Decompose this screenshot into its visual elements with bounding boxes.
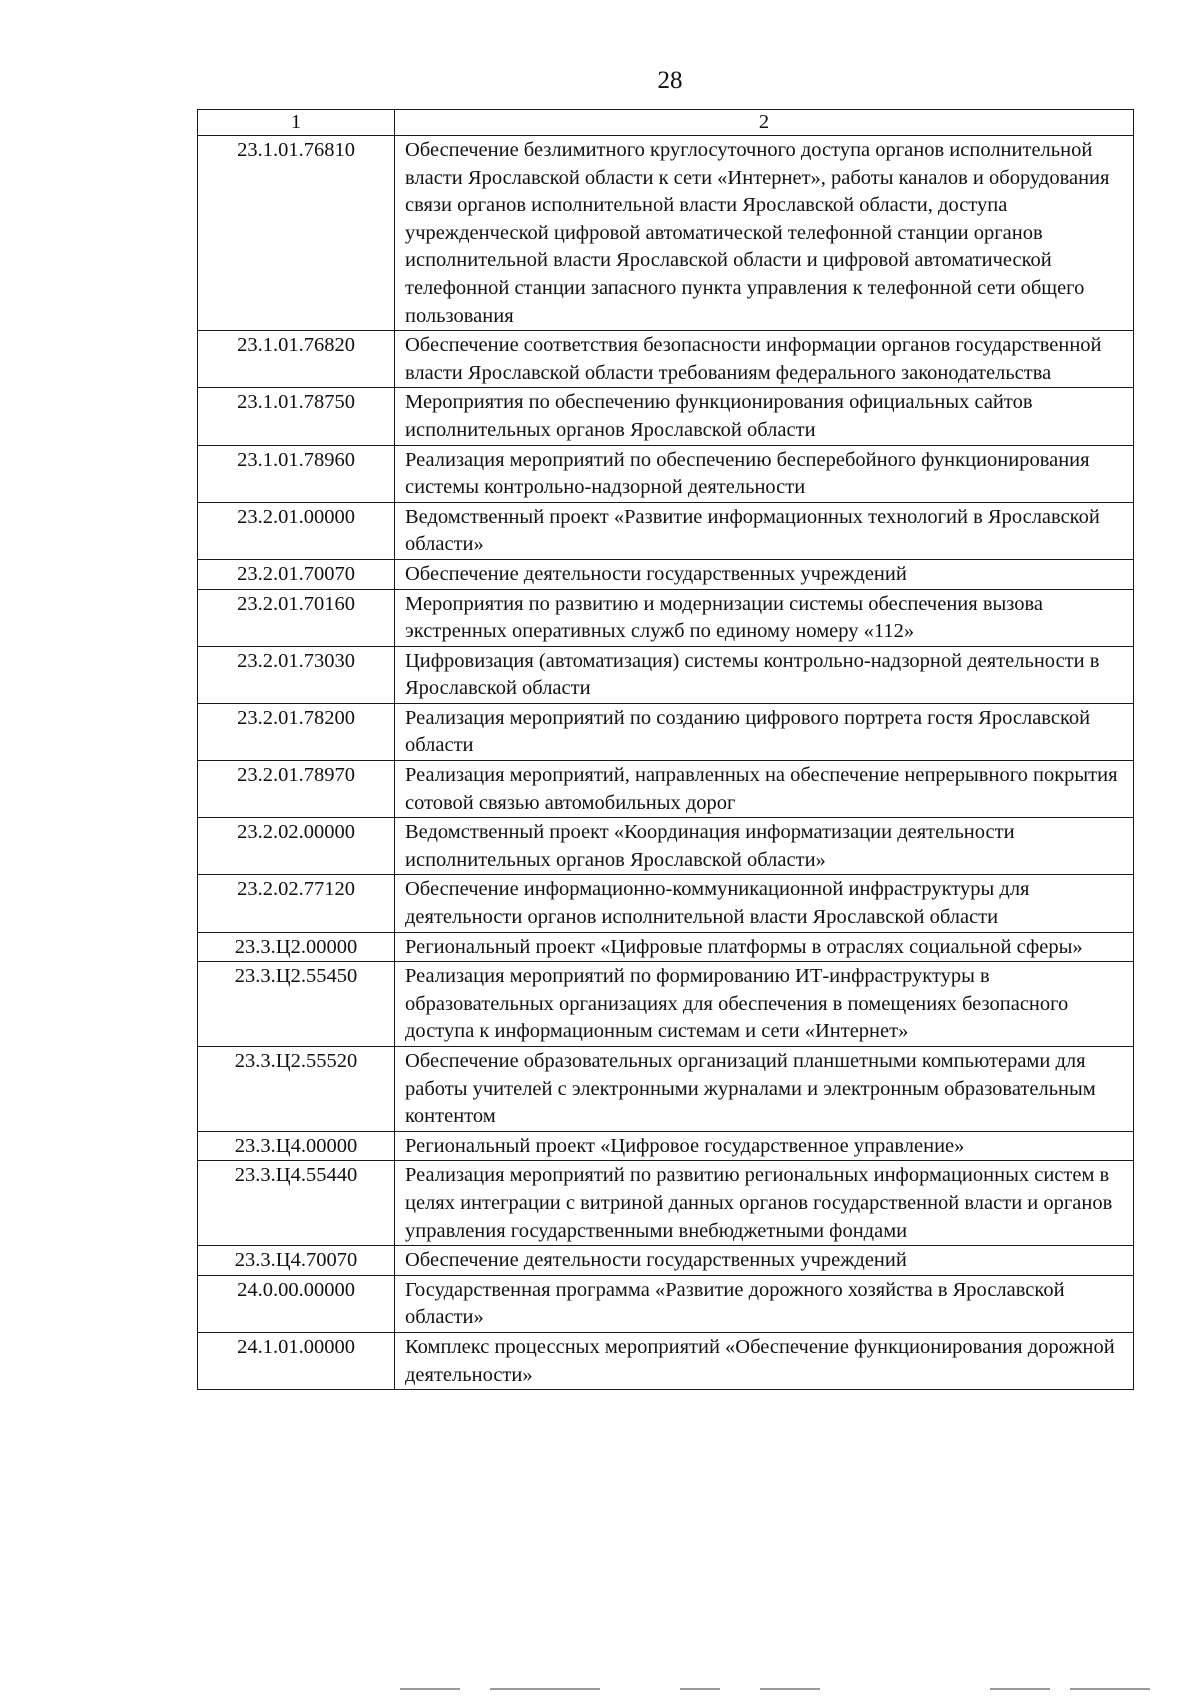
description-cell: Ведомственный проект «Развитие информационных технологий в Ярославской области» [395, 502, 1134, 559]
table-row [198, 331, 1134, 388]
description-cell: Обеспечение деятельности государственных учреждений [395, 1246, 1134, 1276]
classification-code-cell: 23.2.02.77120 [198, 875, 395, 932]
description-cell: Реализация мероприятий, направленных на обеспечение непрерывного покрытия сотовой связью автомобильных дорог [395, 761, 1134, 818]
description-cell: Ведомственный проект «Координация информатизации деятельности исполнительных органов Ярославской области» [395, 818, 1134, 875]
classification-code-cell: 23.2.01.70160 [198, 589, 395, 646]
table-row [198, 136, 1134, 331]
classification-code-cell: 23.3.Ц4.70070 [198, 1246, 395, 1276]
table-header-row [198, 110, 1134, 136]
scan-artifact [680, 1688, 720, 1690]
description-cell: Цифровизация (автоматизация) системы контрольно-надзорной деятельности в Ярославской области [395, 646, 1134, 703]
classification-code-cell: 24.1.01.00000 [198, 1332, 395, 1389]
description-cell: Реализация мероприятий по развитию региональных информационных систем в целях интеграции с витриной данных органов государственной власти и органов управления государственными внебюджетными фондами [395, 1161, 1134, 1246]
table-row [198, 445, 1134, 502]
table-row [198, 1275, 1134, 1332]
budget-classification-table [197, 109, 1134, 1390]
description-cell: Реализация мероприятий по обеспечению бесперебойного функционирования системы контрольно-надзорной деятельности [395, 445, 1134, 502]
classification-code-cell: 23.2.01.78200 [198, 703, 395, 760]
classification-code-cell: 23.3.Ц2.00000 [198, 932, 395, 962]
table-row [198, 589, 1134, 646]
classification-code-cell: 23.2.02.00000 [198, 818, 395, 875]
scan-artifact [400, 1688, 460, 1690]
description-cell: Государственная программа «Развитие дорожного хозяйства в Ярославской области» [395, 1275, 1134, 1332]
table-row [198, 1161, 1134, 1246]
table-row [198, 1047, 1134, 1132]
description-cell: Обеспечение безлимитного круглосуточного доступа органов исполнительной власти Ярославской области к сети «Интернет», работы каналов и оборудования связи органов исполнительной власти Ярославской области, доступа учрежденческой цифровой автоматической телефонной станции органов исполнительной власти Ярославской области и цифровой автоматической телефонной станции запасного пункта управления к телефонной сети общего пользования [395, 136, 1134, 331]
table-row [198, 932, 1134, 962]
description-cell: Реализация мероприятий по формированию ИТ-инфраструктуры в образовательных организациях для обеспечения в помещениях безопасного доступа к информационным системам и сети «Интернет» [395, 962, 1134, 1047]
description-cell: Мероприятия по обеспечению функционирования официальных сайтов исполнительных органов Ярославской области [395, 388, 1134, 445]
table-row [198, 1332, 1134, 1389]
classification-code-cell: 23.2.01.73030 [198, 646, 395, 703]
column-header-2: 2 [395, 110, 1134, 136]
description-cell: Комплекс процессных мероприятий «Обеспечение функционирования дорожной деятельности» [395, 1332, 1134, 1389]
table-row [198, 388, 1134, 445]
classification-code-cell: 23.3.Ц4.00000 [198, 1131, 395, 1161]
table-row [198, 962, 1134, 1047]
table-row [198, 761, 1134, 818]
column-header-1: 1 [198, 110, 395, 136]
table-body [198, 136, 1134, 1390]
description-cell: Обеспечение информационно-коммуникационной инфраструктуры для деятельности органов исполнительной власти Ярославской области [395, 875, 1134, 932]
classification-code-cell: 23.1.01.76820 [198, 331, 395, 388]
scan-artifact [760, 1688, 820, 1690]
classification-code-cell: 23.1.01.76810 [198, 136, 395, 331]
classification-code-cell: 23.2.01.00000 [198, 502, 395, 559]
scan-artifact [990, 1688, 1050, 1690]
classification-code-cell: 23.2.01.70070 [198, 559, 395, 589]
table-row [198, 646, 1134, 703]
classification-code-cell: 23.3.Ц2.55520 [198, 1047, 395, 1132]
classification-code-cell: 23.2.01.78970 [198, 761, 395, 818]
scan-artifact [1070, 1688, 1150, 1690]
table-row [198, 559, 1134, 589]
description-cell: Обеспечение соответствия безопасности информации органов государственной власти Ярославской области требованиям федерального законодательства [395, 331, 1134, 388]
scan-artifact [490, 1688, 600, 1690]
classification-code-cell: 23.3.Ц2.55450 [198, 962, 395, 1047]
table-row [198, 1131, 1134, 1161]
classification-code-cell: 23.3.Ц4.55440 [198, 1161, 395, 1246]
table-row [198, 502, 1134, 559]
table-row [198, 818, 1134, 875]
description-cell: Региональный проект «Цифровое государственное управление» [395, 1131, 1134, 1161]
page-number: 28 [657, 67, 683, 94]
description-cell: Мероприятия по развитию и модернизации системы обеспечения вызова экстренных оперативных служб по единому номеру «112» [395, 589, 1134, 646]
table-row [198, 703, 1134, 760]
classification-code-cell: 23.1.01.78750 [198, 388, 395, 445]
table-row [198, 1246, 1134, 1276]
table-row [198, 875, 1134, 932]
description-cell: Обеспечение образовательных организаций планшетными компьютерами для работы учителей с электронными журналами и электронным образовательным контентом [395, 1047, 1134, 1132]
description-cell: Региональный проект «Цифровые платформы в отраслях социальной сферы» [395, 932, 1134, 962]
classification-code-cell: 23.1.01.78960 [198, 445, 395, 502]
description-cell: Реализация мероприятий по созданию цифрового портрета гостя Ярославской области [395, 703, 1134, 760]
classification-code-cell: 24.0.00.00000 [198, 1275, 395, 1332]
description-cell: Обеспечение деятельности государственных учреждений [395, 559, 1134, 589]
